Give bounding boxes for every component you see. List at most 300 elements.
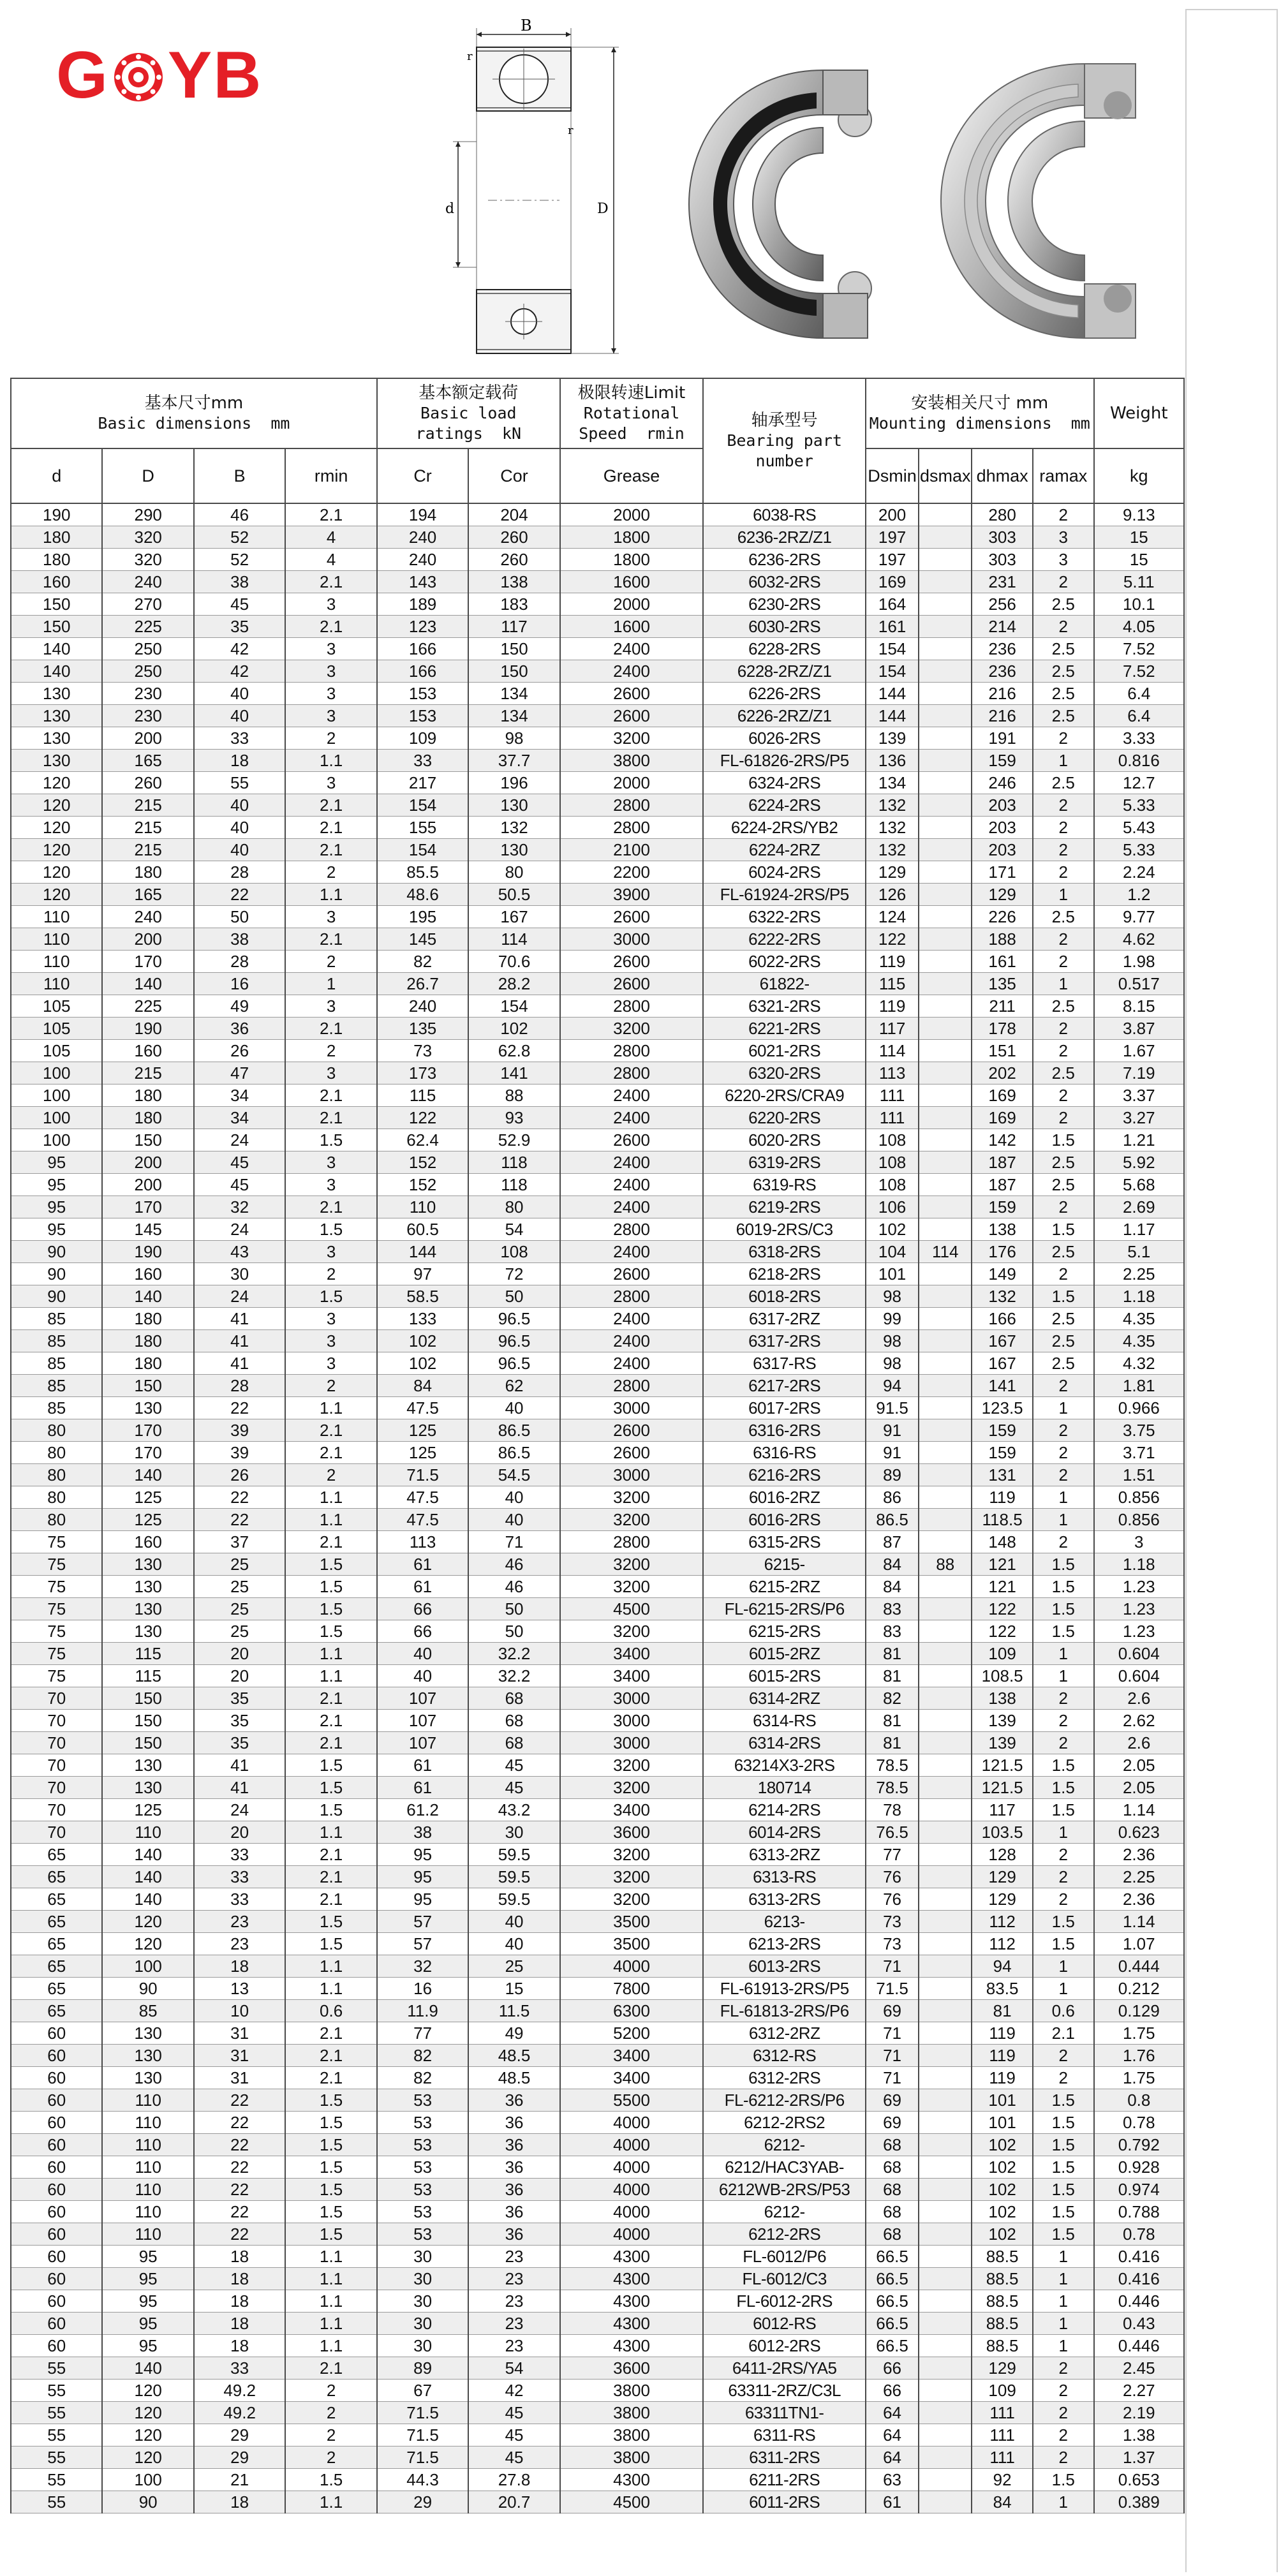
cell-D: 250 <box>102 660 193 683</box>
col-kg: kg <box>1094 448 1184 503</box>
cell-part-number: 6211-2RS <box>703 2469 866 2491</box>
cell-dhmax: 191 <box>972 727 1033 750</box>
cell-kg: 1.17 <box>1094 1218 1184 1241</box>
table-row <box>11 2022 1184 2045</box>
cell-D: 110 <box>102 2201 193 2223</box>
cell-B: 18 <box>194 750 285 772</box>
cell-cr: 240 <box>377 526 468 549</box>
cell-B: 21 <box>194 2469 285 2491</box>
cell-cr: 125 <box>377 1442 468 1464</box>
cell-dhmax: 109 <box>972 1643 1033 1665</box>
cell-rmin: 3 <box>285 638 376 660</box>
cell-kg: 15 <box>1094 549 1184 571</box>
cell-dsmin: 161 <box>866 616 919 638</box>
cell-part-number: 6317-2RZ <box>703 1308 866 1330</box>
cell-d: 60 <box>11 2246 102 2268</box>
cell-rmin: 1.1 <box>285 2268 376 2290</box>
cell-cr: 154 <box>377 794 468 817</box>
cell-dsmin: 113 <box>866 1062 919 1084</box>
cell-rmin: 2.1 <box>285 2022 376 2045</box>
cell-D: 115 <box>102 1643 193 1665</box>
cell-kg: 3.37 <box>1094 1084 1184 1107</box>
cell-cr: 67 <box>377 2380 468 2402</box>
cell-dsmin: 132 <box>866 794 919 817</box>
cell-D: 215 <box>102 817 193 839</box>
cell-kg: 0.389 <box>1094 2491 1184 2513</box>
cell-d: 90 <box>11 1241 102 1263</box>
cell-part-number: 6317-2RS <box>703 1330 866 1352</box>
cell-part-number: 6236-2RS <box>703 549 866 571</box>
cell-dhmax: 109 <box>972 2380 1033 2402</box>
table-row <box>11 772 1184 794</box>
cell-kg: 0.604 <box>1094 1643 1184 1665</box>
table-row <box>11 2268 1184 2290</box>
cell-kg: 1.38 <box>1094 2424 1184 2446</box>
cell-part-number: 6012-2RS <box>703 2335 866 2357</box>
spec-table-body <box>11 503 1184 2513</box>
cell-D: 165 <box>102 750 193 772</box>
cell-kg: 6.4 <box>1094 705 1184 727</box>
cell-dhmax: 211 <box>972 995 1033 1018</box>
cell-kg: 4.32 <box>1094 1352 1184 1375</box>
table-row <box>11 1754 1184 1777</box>
cell-D: 110 <box>102 2223 193 2246</box>
cell-D: 180 <box>102 1330 193 1352</box>
cell-d: 70 <box>11 1687 102 1710</box>
cell-kg: 0.816 <box>1094 750 1184 772</box>
cell-grease: 3500 <box>560 1911 704 1933</box>
cell-cor: 45 <box>468 1754 559 1777</box>
cell-dsmax <box>919 1018 972 1040</box>
table-row <box>11 1732 1184 1754</box>
cell-dsmax <box>919 1955 972 1978</box>
cell-part-number: 6022-2RS <box>703 951 866 973</box>
cell-dsmax <box>919 2201 972 2223</box>
cell-part-number: FL-61913-2RS/P5 <box>703 1978 866 2000</box>
cell-cr: 194 <box>377 503 468 526</box>
cell-dsmin: 102 <box>866 1218 919 1241</box>
cell-grease: 2400 <box>560 1330 704 1352</box>
cell-kg: 2.45 <box>1094 2357 1184 2380</box>
cell-cr: 95 <box>377 1844 468 1866</box>
cell-dsmax <box>919 1464 972 1486</box>
cell-part-number: 6213- <box>703 1911 866 1933</box>
cell-dhmax: 132 <box>972 1285 1033 1308</box>
cell-dsmax <box>919 1821 972 1844</box>
table-row <box>11 1308 1184 1330</box>
cell-dsmin: 66.5 <box>866 2246 919 2268</box>
cell-B: 24 <box>194 1129 285 1151</box>
cell-B: 22 <box>194 2201 285 2223</box>
cell-part-number: 6212-2RS2 <box>703 2112 866 2134</box>
cell-cr: 97 <box>377 1263 468 1285</box>
cell-cr: 143 <box>377 571 468 593</box>
cell-grease: 4500 <box>560 2491 704 2513</box>
cell-ramax: 2 <box>1033 2357 1094 2380</box>
cell-dsmax <box>919 861 972 884</box>
cell-cor: 130 <box>468 839 559 861</box>
cell-B: 35 <box>194 1687 285 1710</box>
cell-dsmax: 88 <box>919 1553 972 1576</box>
table-row <box>11 928 1184 951</box>
cell-rmin: 1.1 <box>285 1509 376 1531</box>
cell-rmin: 1.1 <box>285 884 376 906</box>
table-row <box>11 526 1184 549</box>
cell-part-number: 6212/HAC3YAB- <box>703 2156 866 2179</box>
cell-ramax: 2 <box>1033 861 1094 884</box>
cell-B: 41 <box>194 1352 285 1375</box>
cell-d: 110 <box>11 906 102 928</box>
cell-dhmax: 141 <box>972 1375 1033 1397</box>
cell-ramax: 1.5 <box>1033 2201 1094 2223</box>
cell-grease: 7800 <box>560 1978 704 2000</box>
cell-kg: 7.19 <box>1094 1062 1184 1084</box>
cell-grease: 2400 <box>560 1196 704 1218</box>
cell-dsmax <box>919 2156 972 2179</box>
cell-D: 150 <box>102 1710 193 1732</box>
cell-dsmin: 76 <box>866 1888 919 1911</box>
cell-dsmax <box>919 1888 972 1911</box>
cell-cor: 88 <box>468 1084 559 1107</box>
cell-dhmax: 203 <box>972 839 1033 861</box>
cell-cr: 113 <box>377 1531 468 1553</box>
cell-D: 140 <box>102 1285 193 1308</box>
cell-grease: 3800 <box>560 2446 704 2469</box>
cell-dsmin: 69 <box>866 2112 919 2134</box>
cell-B: 38 <box>194 571 285 593</box>
table-row <box>11 1777 1184 1799</box>
cell-ramax: 2 <box>1033 839 1094 861</box>
cell-dhmax: 111 <box>972 2424 1033 2446</box>
table-row <box>11 1107 1184 1129</box>
cell-D: 125 <box>102 1509 193 1531</box>
cell-D: 140 <box>102 1464 193 1486</box>
cell-dhmax: 167 <box>972 1330 1033 1352</box>
cell-dsmax <box>919 1330 972 1352</box>
cell-grease: 3600 <box>560 2357 704 2380</box>
cell-D: 110 <box>102 2179 193 2201</box>
cell-d: 65 <box>11 2000 102 2022</box>
cell-ramax: 2 <box>1033 616 1094 638</box>
cell-cr: 71.5 <box>377 1464 468 1486</box>
cell-D: 190 <box>102 1241 193 1263</box>
cell-kg: 1.07 <box>1094 1933 1184 1955</box>
cell-rmin: 3 <box>285 683 376 705</box>
cell-dsmin: 86.5 <box>866 1509 919 1531</box>
cell-dsmin: 91.5 <box>866 1397 919 1419</box>
cell-kg: 3.33 <box>1094 727 1184 750</box>
cell-dsmin: 111 <box>866 1084 919 1107</box>
cell-cr: 53 <box>377 2201 468 2223</box>
cell-B: 22 <box>194 2134 285 2156</box>
cell-d: 85 <box>11 1375 102 1397</box>
table-row <box>11 2000 1184 2022</box>
cell-cor: 102 <box>468 1018 559 1040</box>
cell-dsmin: 71 <box>866 2067 919 2089</box>
cell-B: 23 <box>194 1933 285 1955</box>
cell-cor: 23 <box>468 2335 559 2357</box>
cell-kg: 0.792 <box>1094 2134 1184 2156</box>
cell-grease: 2600 <box>560 1442 704 1464</box>
cell-rmin: 1.5 <box>285 1576 376 1598</box>
cell-grease: 2800 <box>560 794 704 817</box>
cell-kg: 2.36 <box>1094 1888 1184 1911</box>
header-mounting <box>866 378 1094 448</box>
cell-ramax: 2 <box>1033 1888 1094 1911</box>
cell-D: 290 <box>102 503 193 526</box>
cell-cor: 70.6 <box>468 951 559 973</box>
cell-B: 13 <box>194 1978 285 2000</box>
cell-dhmax: 123.5 <box>972 1397 1033 1419</box>
cell-part-number: 6216-2RS <box>703 1464 866 1486</box>
cell-cor: 50.5 <box>468 884 559 906</box>
cell-d: 60 <box>11 2290 102 2313</box>
cell-dhmax: 187 <box>972 1151 1033 1174</box>
cell-ramax: 2 <box>1033 727 1094 750</box>
cell-dsmin: 86 <box>866 1486 919 1509</box>
cell-part-number: 6215-2RZ <box>703 1576 866 1598</box>
cell-part-number: 63311TN1- <box>703 2402 866 2424</box>
cell-D: 120 <box>102 1911 193 1933</box>
table-row <box>11 727 1184 750</box>
cell-kg: 10.1 <box>1094 593 1184 616</box>
cell-grease: 1600 <box>560 571 704 593</box>
cell-rmin: 1.5 <box>285 1754 376 1777</box>
cell-ramax: 2.5 <box>1033 995 1094 1018</box>
cell-cor: 50 <box>468 1285 559 1308</box>
cell-dsmax <box>919 1196 972 1218</box>
cell-dhmax: 118.5 <box>972 1509 1033 1531</box>
cell-ramax: 2.5 <box>1033 1330 1094 1352</box>
cell-dsmin: 68 <box>866 2156 919 2179</box>
logo-bearing-ring-icon <box>112 48 165 102</box>
cell-cor: 23 <box>468 2313 559 2335</box>
cell-ramax: 1.5 <box>1033 1799 1094 1821</box>
cell-dhmax: 138 <box>972 1218 1033 1241</box>
cell-kg: 0.604 <box>1094 1665 1184 1687</box>
cell-ramax: 2.5 <box>1033 1308 1094 1330</box>
cell-grease: 2000 <box>560 772 704 794</box>
cell-dsmax <box>919 593 972 616</box>
cell-cr: 240 <box>377 995 468 1018</box>
cell-dhmax: 128 <box>972 1844 1033 1866</box>
cell-ramax: 1.5 <box>1033 2156 1094 2179</box>
cell-dsmax <box>919 660 972 683</box>
cell-kg: 2.27 <box>1094 2380 1184 2402</box>
cell-dsmin: 81 <box>866 1710 919 1732</box>
cell-dhmax: 236 <box>972 660 1033 683</box>
cell-cr: 38 <box>377 1821 468 1844</box>
cell-part-number: FL-6215-2RS/P6 <box>703 1598 866 1620</box>
cell-dsmin: 76 <box>866 1866 919 1888</box>
cell-D: 130 <box>102 1576 193 1598</box>
cell-rmin: 2.1 <box>285 1732 376 1754</box>
dim-label-d: d <box>445 201 455 217</box>
cell-grease: 2800 <box>560 1531 704 1553</box>
cell-ramax: 1 <box>1033 2491 1094 2513</box>
cell-B: 33 <box>194 2357 285 2380</box>
cell-part-number: 6224-2RS <box>703 794 866 817</box>
cell-kg: 2.62 <box>1094 1710 1184 1732</box>
cell-rmin: 3 <box>285 906 376 928</box>
cell-dsmin: 68 <box>866 2134 919 2156</box>
cell-rmin: 3 <box>285 1151 376 1174</box>
cell-ramax: 2 <box>1033 1107 1094 1129</box>
cell-ramax: 2.5 <box>1033 1174 1094 1196</box>
cell-cor: 132 <box>468 817 559 839</box>
cell-B: 41 <box>194 1754 285 1777</box>
cell-dsmax <box>919 1620 972 1643</box>
cell-dhmax: 176 <box>972 1241 1033 1263</box>
cell-dsmin: 200 <box>866 503 919 526</box>
table-row <box>11 1419 1184 1442</box>
cell-dsmax <box>919 2246 972 2268</box>
cell-part-number: 6024-2RS <box>703 861 866 884</box>
cell-rmin: 2.1 <box>285 1196 376 1218</box>
cell-cr: 61 <box>377 1754 468 1777</box>
cell-dsmin: 81 <box>866 1732 919 1754</box>
cell-dsmax <box>919 1687 972 1710</box>
cell-cr: 40 <box>377 1643 468 1665</box>
cell-kg: 4.05 <box>1094 616 1184 638</box>
cell-rmin: 1.5 <box>285 2089 376 2112</box>
table-row <box>11 705 1184 727</box>
cell-part-number: 6213-2RS <box>703 1933 866 1955</box>
cell-B: 42 <box>194 660 285 683</box>
cell-cor: 118 <box>468 1174 559 1196</box>
cell-D: 260 <box>102 772 193 794</box>
cell-cor: 48.5 <box>468 2045 559 2067</box>
cell-ramax: 2 <box>1033 2424 1094 2446</box>
cell-grease: 3400 <box>560 1799 704 1821</box>
cell-d: 75 <box>11 1531 102 1553</box>
cell-dhmax: 151 <box>972 1040 1033 1062</box>
cell-d: 60 <box>11 2022 102 2045</box>
cell-rmin: 1.1 <box>285 1821 376 1844</box>
cell-rmin: 1.5 <box>285 1933 376 1955</box>
cell-grease: 3000 <box>560 1732 704 1754</box>
header-basic-dimensions <box>11 378 377 448</box>
cell-kg: 8.15 <box>1094 995 1184 1018</box>
cell-D: 130 <box>102 2045 193 2067</box>
cell-dsmax <box>919 1509 972 1531</box>
cell-ramax: 1.5 <box>1033 1553 1094 1576</box>
cell-dsmax <box>919 2268 972 2290</box>
cell-grease: 3900 <box>560 884 704 906</box>
cell-cor: 150 <box>468 660 559 683</box>
cell-grease: 1800 <box>560 549 704 571</box>
cell-D: 170 <box>102 1419 193 1442</box>
cell-rmin: 2 <box>285 951 376 973</box>
cell-cor: 54 <box>468 2357 559 2380</box>
cell-rmin: 1.1 <box>285 1978 376 2000</box>
table-row <box>11 1978 1184 2000</box>
cell-D: 150 <box>102 1129 193 1151</box>
cell-cor: 141 <box>468 1062 559 1084</box>
cell-part-number: 6030-2RS <box>703 616 866 638</box>
cell-cr: 44.3 <box>377 2469 468 2491</box>
cell-dsmin: 73 <box>866 1933 919 1955</box>
cell-dsmin: 71 <box>866 1955 919 1978</box>
table-row <box>11 2335 1184 2357</box>
cell-dsmax <box>919 1978 972 2000</box>
cell-dhmax: 102 <box>972 2134 1033 2156</box>
cell-B: 49 <box>194 995 285 1018</box>
cell-rmin: 1.5 <box>285 1598 376 1620</box>
col-D: D <box>102 448 193 503</box>
cell-d: 120 <box>11 817 102 839</box>
cell-d: 60 <box>11 2156 102 2179</box>
cell-grease: 3400 <box>560 1643 704 1665</box>
cell-D: 200 <box>102 1174 193 1196</box>
cell-grease: 4300 <box>560 2313 704 2335</box>
cell-B: 52 <box>194 526 285 549</box>
cell-cr: 166 <box>377 638 468 660</box>
cell-cr: 61 <box>377 1553 468 1576</box>
cell-cr: 173 <box>377 1062 468 1084</box>
cell-B: 18 <box>194 2313 285 2335</box>
table-row <box>11 1129 1184 1151</box>
cell-dhmax: 119 <box>972 2045 1033 2067</box>
cell-D: 190 <box>102 1018 193 1040</box>
cell-kg: 0.43 <box>1094 2313 1184 2335</box>
table-row <box>11 839 1184 861</box>
cell-cor: 45 <box>468 1777 559 1799</box>
cell-cr: 62.4 <box>377 1129 468 1151</box>
cell-kg: 12.7 <box>1094 772 1184 794</box>
cell-dsmin: 69 <box>866 2089 919 2112</box>
cell-d: 95 <box>11 1196 102 1218</box>
cell-D: 120 <box>102 2402 193 2424</box>
table-row <box>11 1196 1184 1218</box>
cell-rmin: 2.1 <box>285 794 376 817</box>
cell-dsmin: 115 <box>866 973 919 995</box>
cell-cor: 150 <box>468 638 559 660</box>
cell-B: 45 <box>194 1174 285 1196</box>
cell-dsmin: 81 <box>866 1643 919 1665</box>
cell-dhmax: 171 <box>972 861 1033 884</box>
cell-rmin: 1.1 <box>285 2290 376 2313</box>
cell-part-number: 6318-2RS <box>703 1241 866 1263</box>
cell-rmin: 1.1 <box>285 1955 376 1978</box>
table-row <box>11 1509 1184 1531</box>
cell-d: 150 <box>11 616 102 638</box>
cell-part-number: 6324-2RS <box>703 772 866 794</box>
cell-dsmax <box>919 1397 972 1419</box>
cell-rmin: 2 <box>285 2446 376 2469</box>
cell-dhmax: 94 <box>972 1955 1033 1978</box>
cell-cor: 59.5 <box>468 1866 559 1888</box>
cell-d: 60 <box>11 2335 102 2357</box>
cell-dsmax <box>919 1799 972 1821</box>
table-row <box>11 2380 1184 2402</box>
cell-ramax: 2.5 <box>1033 705 1094 727</box>
cell-d: 60 <box>11 2089 102 2112</box>
cell-cr: 89 <box>377 2357 468 2380</box>
cell-d: 100 <box>11 1129 102 1151</box>
cell-grease: 2400 <box>560 1174 704 1196</box>
cell-ramax: 2 <box>1033 1084 1094 1107</box>
cell-grease: 4500 <box>560 1598 704 1620</box>
cell-cr: 82 <box>377 2067 468 2089</box>
cell-dsmin: 139 <box>866 727 919 750</box>
table-row <box>11 1442 1184 1464</box>
cell-kg: 4.35 <box>1094 1330 1184 1352</box>
cell-cr: 110 <box>377 1196 468 1218</box>
cell-part-number: 6313-RS <box>703 1866 866 1888</box>
cell-kg: 0.8 <box>1094 2089 1184 2112</box>
cell-rmin: 2 <box>285 2402 376 2424</box>
